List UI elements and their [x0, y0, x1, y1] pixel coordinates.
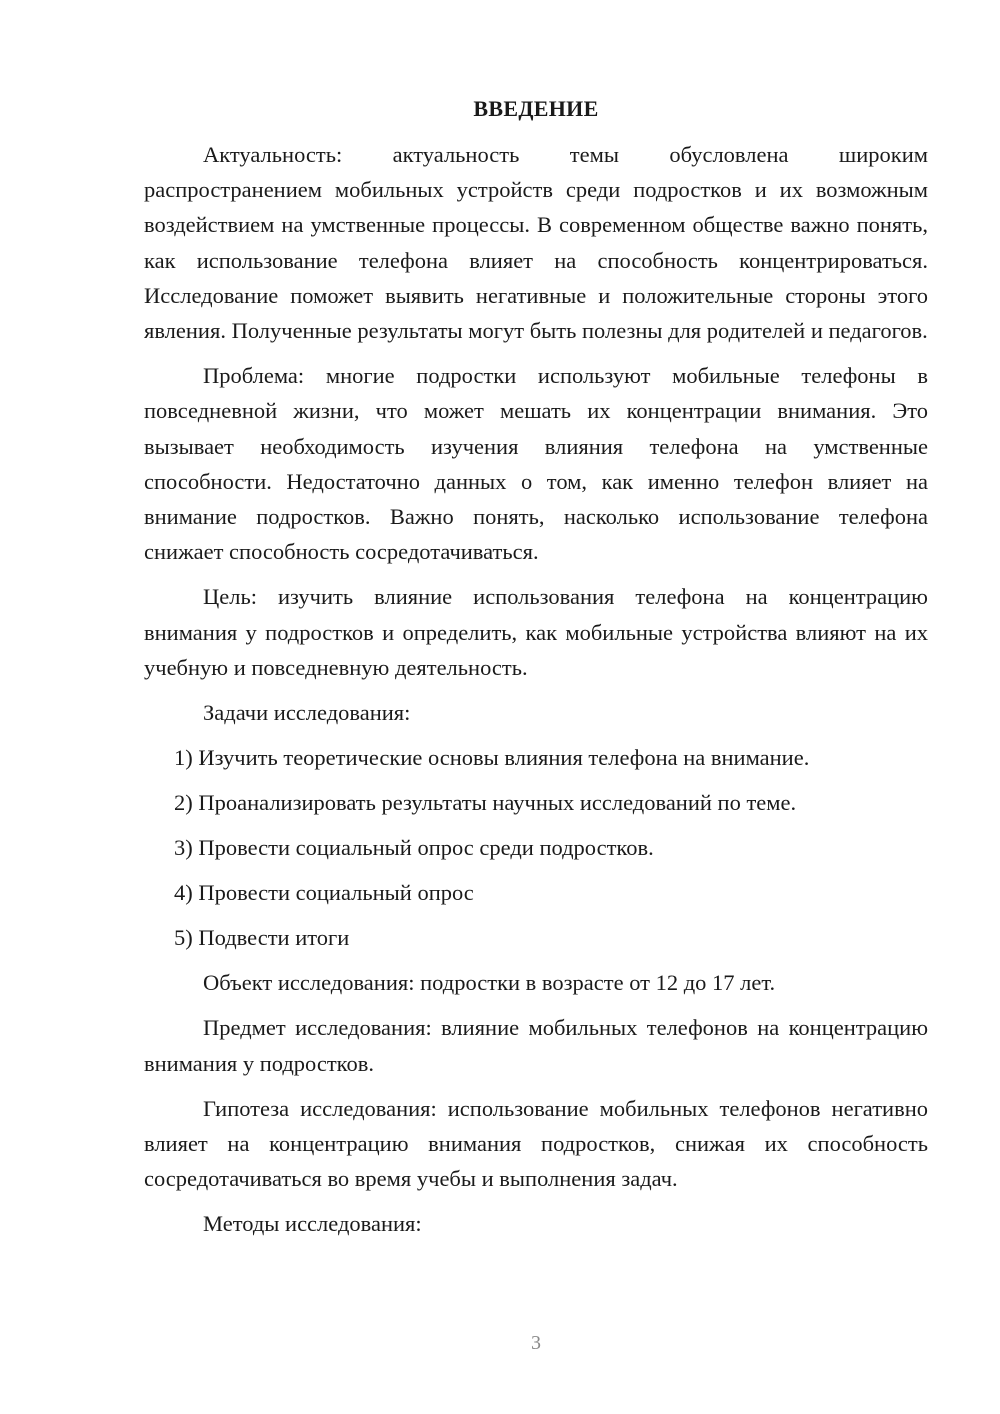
- page-content: [144, 94, 928, 1252]
- paragraph-hypothesis: Гипотеза исследования: использование мобильных телефонов негативно влияет на концентрацию внимания подростков, снижая их способность сосредотачиваться во время учебы и выполнения задач.: [144, 1095, 928, 1192]
- page-title: ВВЕДЕНИЕ: [473, 96, 599, 121]
- tasks-heading: Задачи исследования:: [203, 700, 411, 726]
- list-item: 1) Изучить теоретические основы влияния телефона на внимание.: [174, 745, 810, 771]
- list-item: 2) Проанализировать результаты научных исследований по теме.: [174, 790, 797, 816]
- paragraph-object: Объект исследования: подростки в возрасте от 12 до 17 лет.: [203, 970, 776, 996]
- tasks-list: [144, 740, 928, 955]
- methods-heading: Методы исследования:: [203, 1211, 422, 1237]
- list-item: 3) Провести социальный опрос среди подростков.: [174, 835, 654, 861]
- paragraph-relevance: Актуальность: актуальность темы обусловлена широким распространением мобильных устройств среди подростков и их возможным воздействием на умственные процессы. В современном обществе важно понять, как использование телефона влияет на способность концентрироваться. Исследование поможет выявить негативные и положительные стороны этого явления. Полученные результаты могут быть полезны для родителей и педагогов.: [144, 142, 928, 344]
- list-item: 5) Подвести итоги: [174, 925, 350, 951]
- paragraph-goal: Цель: изучить влияние использования телефона на концентрацию внимания у подростков и определить, как мобильные устройства влияют на их учебную и повседневную деятельность.: [144, 584, 928, 680]
- paragraph-problem: Проблема: многие подростки используют мобильные телефоны в повседневной жизни, что может мешать их концентрации внимания. Это вызывает необходимость изучения влияния телефона на умственные способности. Недостаточно данных о том, как именно телефон влияет на внимание подростков. Важно понять, насколько использование телефона снижает способность сосредотачиваться.: [144, 363, 928, 565]
- page-number: 3: [531, 1332, 541, 1354]
- list-item: 4) Провести социальный опрос: [174, 880, 474, 906]
- paragraph-subject: Предмет исследования: влияние мобильных телефонов на концентрацию внимания у подростков.: [144, 1015, 928, 1076]
